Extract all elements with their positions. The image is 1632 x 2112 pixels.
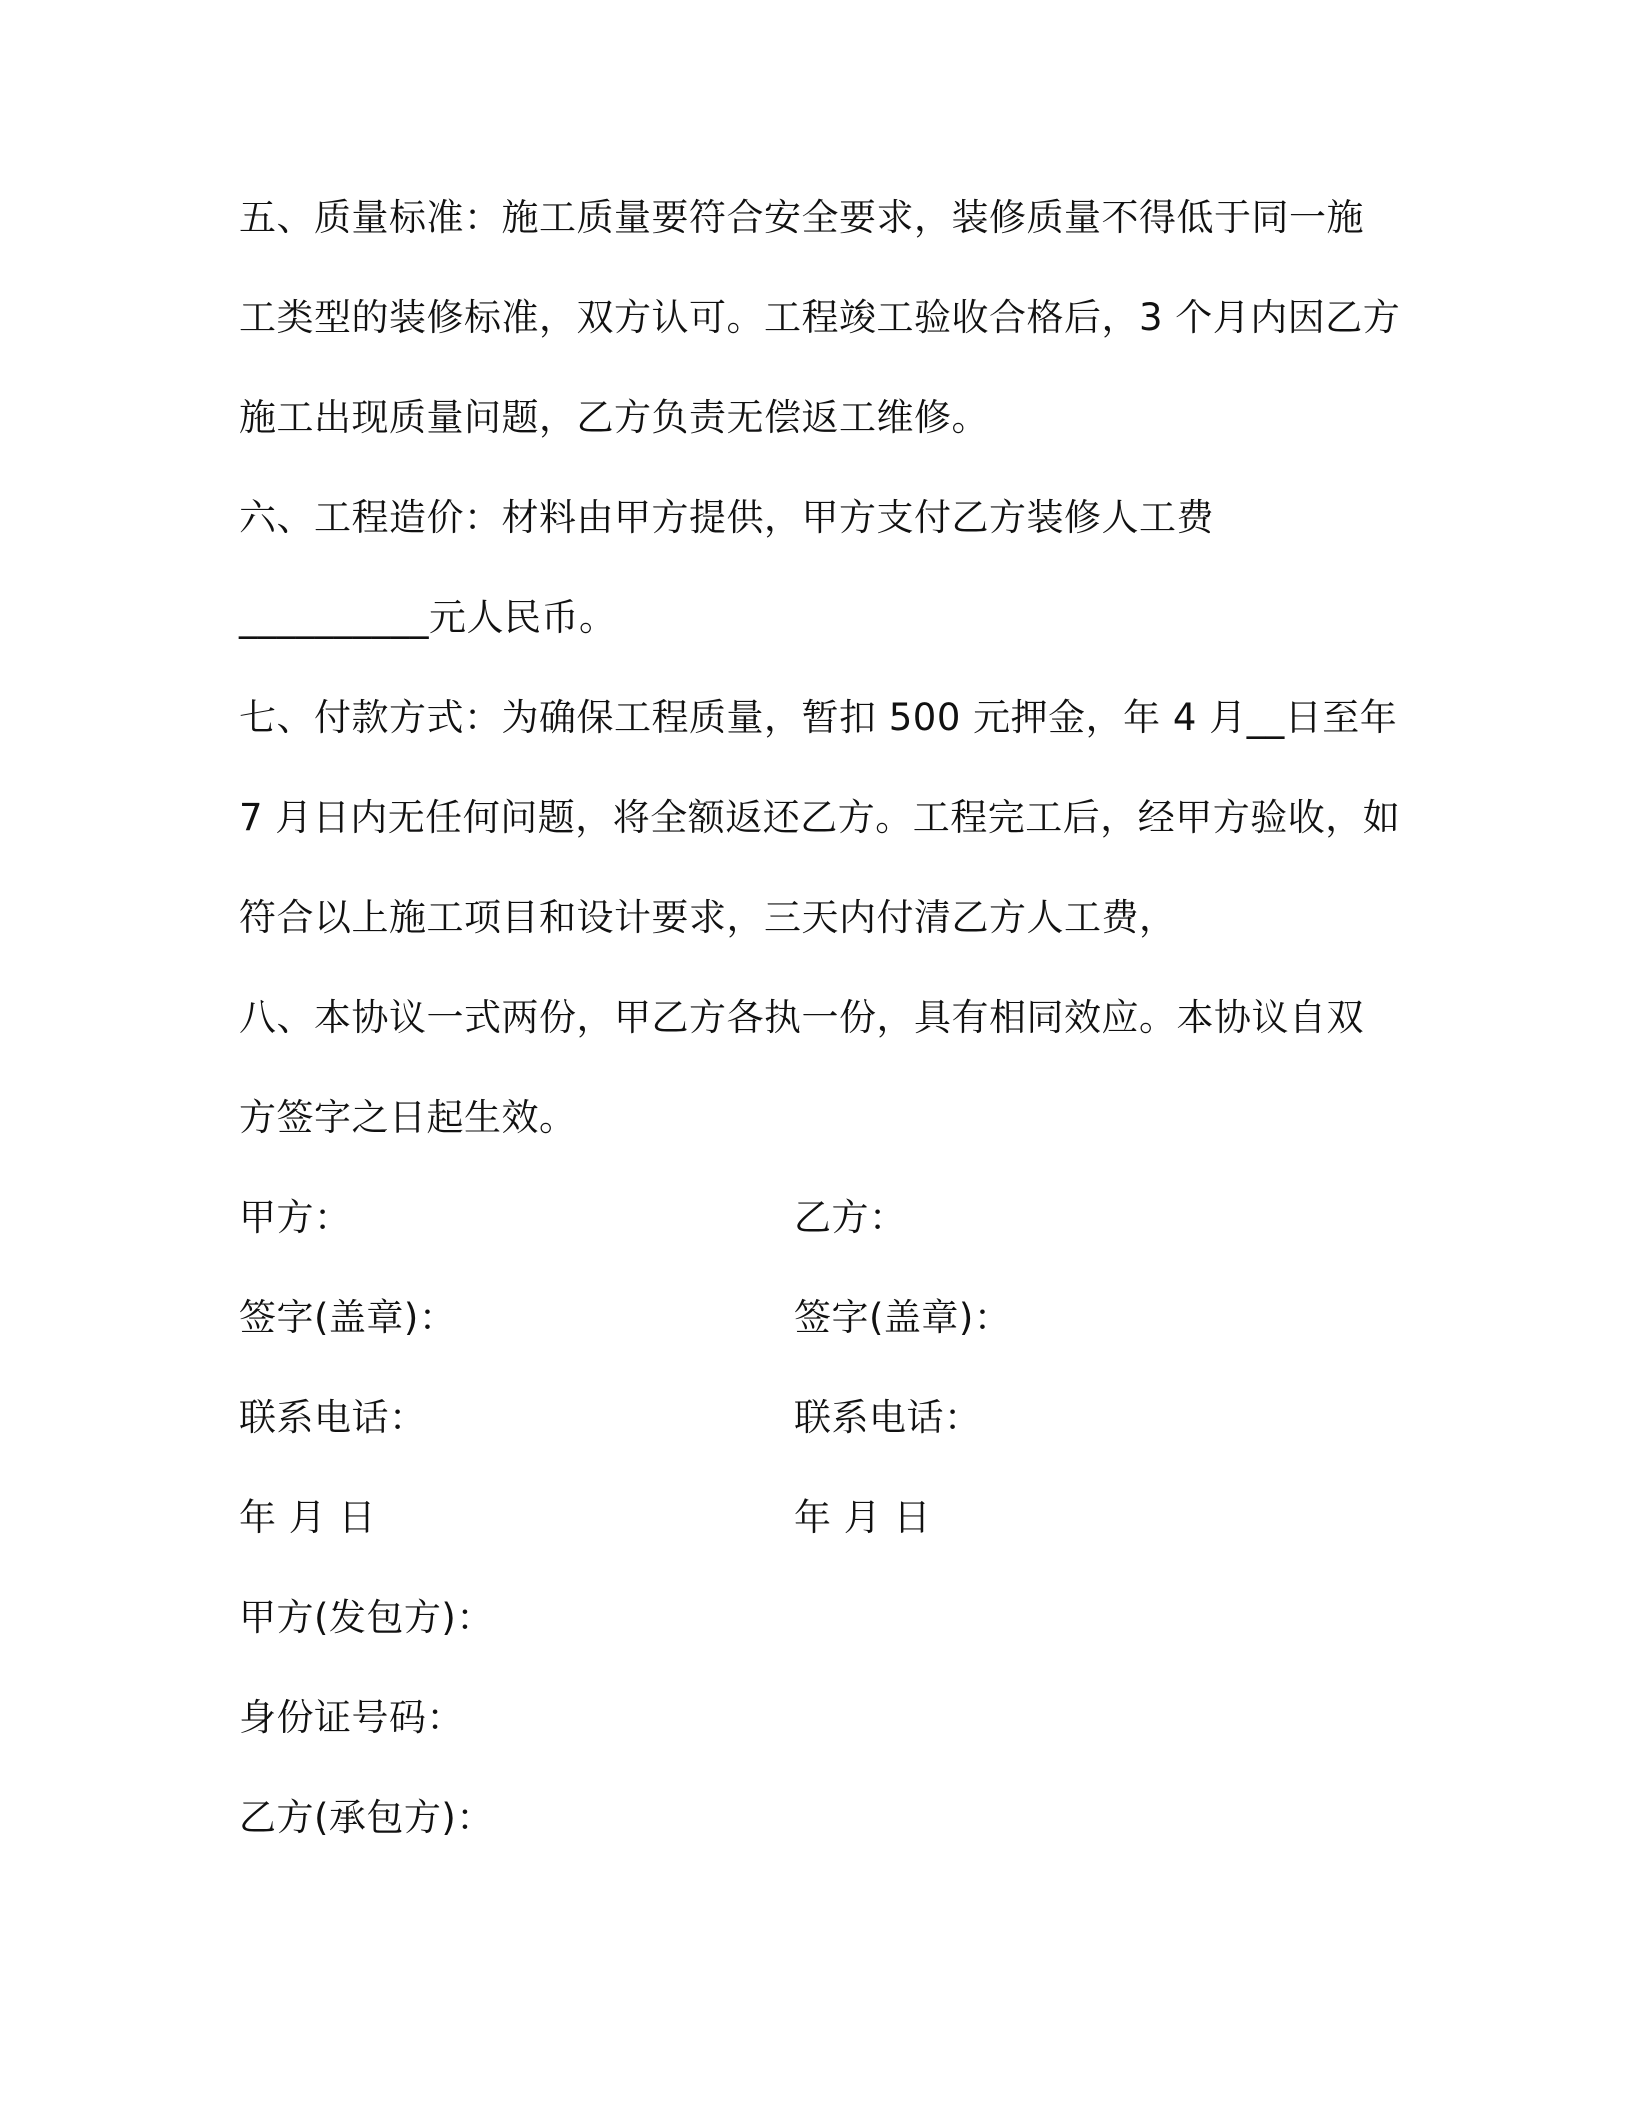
clause-7-line-1: 七、付款方式：为确保工程质量，暂扣 500 元押金，年 4 月__日至年	[239, 696, 1398, 739]
contractor-receiver-label: 乙方(承包方)：	[239, 1796, 494, 1839]
party-b-signature-label: 签字(盖章)：	[794, 1296, 1012, 1339]
clause-5-line-1: 五、质量标准：施工质量要符合安全要求，装修质量不得低于同一施	[239, 196, 1364, 239]
clause-8-line-2: 方签字之日起生效。	[239, 1096, 577, 1139]
party-b-phone-label: 联系电话：	[794, 1396, 982, 1439]
clause-6-line-2: __________元人民币。	[239, 596, 617, 639]
clause-5-line-3: 施工出现质量问题，乙方负责无偿返工维修。	[239, 396, 989, 439]
party-b-label: 乙方：	[794, 1196, 907, 1239]
party-a-label: 甲方：	[239, 1196, 352, 1239]
id-number-label: 身份证号码：	[239, 1696, 464, 1739]
party-a-phone-label: 联系电话：	[239, 1396, 427, 1439]
clause-6-line-1: 六、工程造价：材料由甲方提供，甲方支付乙方装修人工费	[239, 496, 1214, 539]
clause-8-line-1: 八、本协议一式两份，甲乙方各执一份，具有相同效应。本协议自双	[239, 996, 1364, 1039]
contractor-issuer-label: 甲方(发包方)：	[239, 1596, 494, 1639]
clause-7-line-3: 符合以上施工项目和设计要求，三天内付清乙方人工费，	[239, 896, 1177, 939]
party-a-date-label: 年 月 日	[239, 1496, 377, 1539]
party-b-date-label: 年 月 日	[794, 1496, 932, 1539]
clause-7-line-2: 7 月日内无任何问题，将全额返还乙方。工程完工后，经甲方验收，如	[239, 796, 1401, 839]
clause-5-line-2: 工类型的装修标准，双方认可。工程竣工验收合格后，3 个月内因乙方	[239, 296, 1401, 339]
party-a-signature-label: 签字(盖章)：	[239, 1296, 457, 1339]
